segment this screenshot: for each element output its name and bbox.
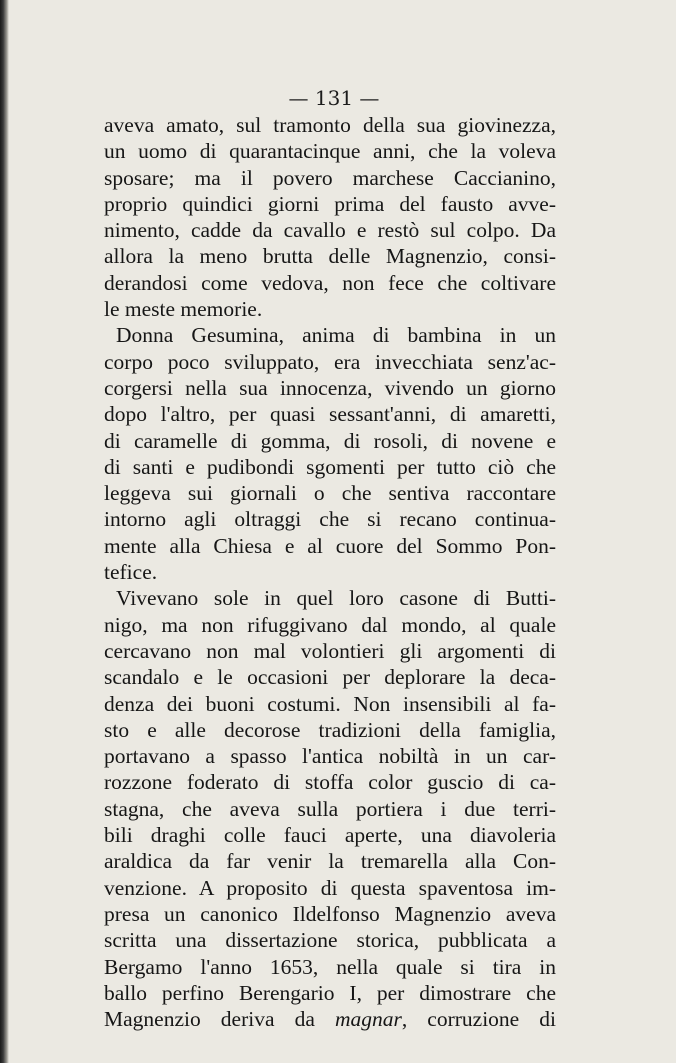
text-line: denza dei buoni costumi. Non insensibili al fa- (104, 691, 556, 716)
text-line: Vivevano sole in quel loro casone di Butti- (116, 586, 556, 611)
text-line: portavano a spasso l'antica nobiltà in un car- (104, 744, 556, 769)
text-line: araldica da far venir la tremarella alla Con- (104, 849, 556, 874)
text-line: venzione. A proposito di questa spaventosa im- (104, 875, 556, 900)
text-line: nigo, ma non rifuggivano dal mondo, al quale (104, 612, 556, 637)
paragraph-3 (104, 585, 556, 1032)
text-line: rozzone foderato di stoffa color guscio di ca- (104, 770, 556, 795)
text-line: di santi e pudibondi sgomenti per tutto ciò che (104, 454, 556, 479)
text-line: sto e alle decorose tradizioni della famiglia, (104, 717, 556, 742)
page-number: — 131 — (288, 86, 380, 110)
paragraph-2 (104, 322, 556, 585)
text-segment: Magnenzio deriva da (104, 1007, 335, 1032)
text-line: aveva amato, sul tramonto della sua giovinezza, (104, 113, 556, 137)
text-line: presa un canonico Ildelfonso Magnenzio aveva (104, 901, 556, 926)
text-line-final (104, 1006, 556, 1032)
text-line: Bergamo l'anno 1653, nella quale si tira in (104, 954, 556, 979)
italic-word: magnar (334, 1007, 402, 1032)
text-line: leggeva sui giornali o che sentiva raccontare (104, 481, 556, 506)
text-line: Donna Gesumina, anima di bambina in un (116, 323, 556, 348)
text-line: derandosi come vedova, non fece che coltivare (104, 270, 556, 295)
text-line: cercavano non mal volontieri gli argomenti di (104, 638, 556, 663)
text-segment: , corruzione di (401, 1007, 556, 1032)
text-line: scritta una dissertazione storica, pubblicata a (104, 928, 556, 953)
text-line: mente alla Chiesa e al cuore del Sommo Pon- (104, 533, 556, 558)
text-line: intorno agli oltraggi che si recano continua- (104, 507, 556, 532)
text-line: di caramelle di gomma, di rosoli, di novene e (104, 428, 556, 453)
text-line: bili draghi colle fauci aperte, una diavoleria (104, 823, 556, 848)
text-line: corgersi nella sua innocenza, vivendo un giorno (104, 375, 556, 400)
text-line: dopo l'altro, per quasi sessant'anni, di amaretti, (104, 402, 556, 427)
book-spine-shadow (0, 0, 9, 1063)
text-line: corpo poco sviluppato, era invecchiata senz'ac- (104, 349, 556, 374)
text-line: stagna, che aveva sulla portiera i due terri- (104, 796, 556, 821)
paragraph-1 (104, 112, 556, 322)
text-line: un uomo di quarantacinque anni, che la voleva (104, 139, 556, 164)
body-text (104, 112, 556, 1032)
text-line: scandalo e le occasioni per deplorare la deca- (104, 665, 556, 690)
text-line: nimento, cadde da cavallo e restò sul colpo. Da (104, 218, 556, 243)
text-line: le meste memorie. (104, 297, 263, 322)
text-line: proprio quindici giorni prima del fausto avve- (104, 191, 556, 216)
text-line: allora la meno brutta delle Magnenzio, consi- (104, 244, 556, 269)
text-line: ballo perfino Berengario I, per dimostrare che (104, 980, 556, 1005)
text-line: tefice. (104, 560, 158, 585)
text-line: sposare; ma il povero marchese Caccianino, (104, 165, 556, 190)
